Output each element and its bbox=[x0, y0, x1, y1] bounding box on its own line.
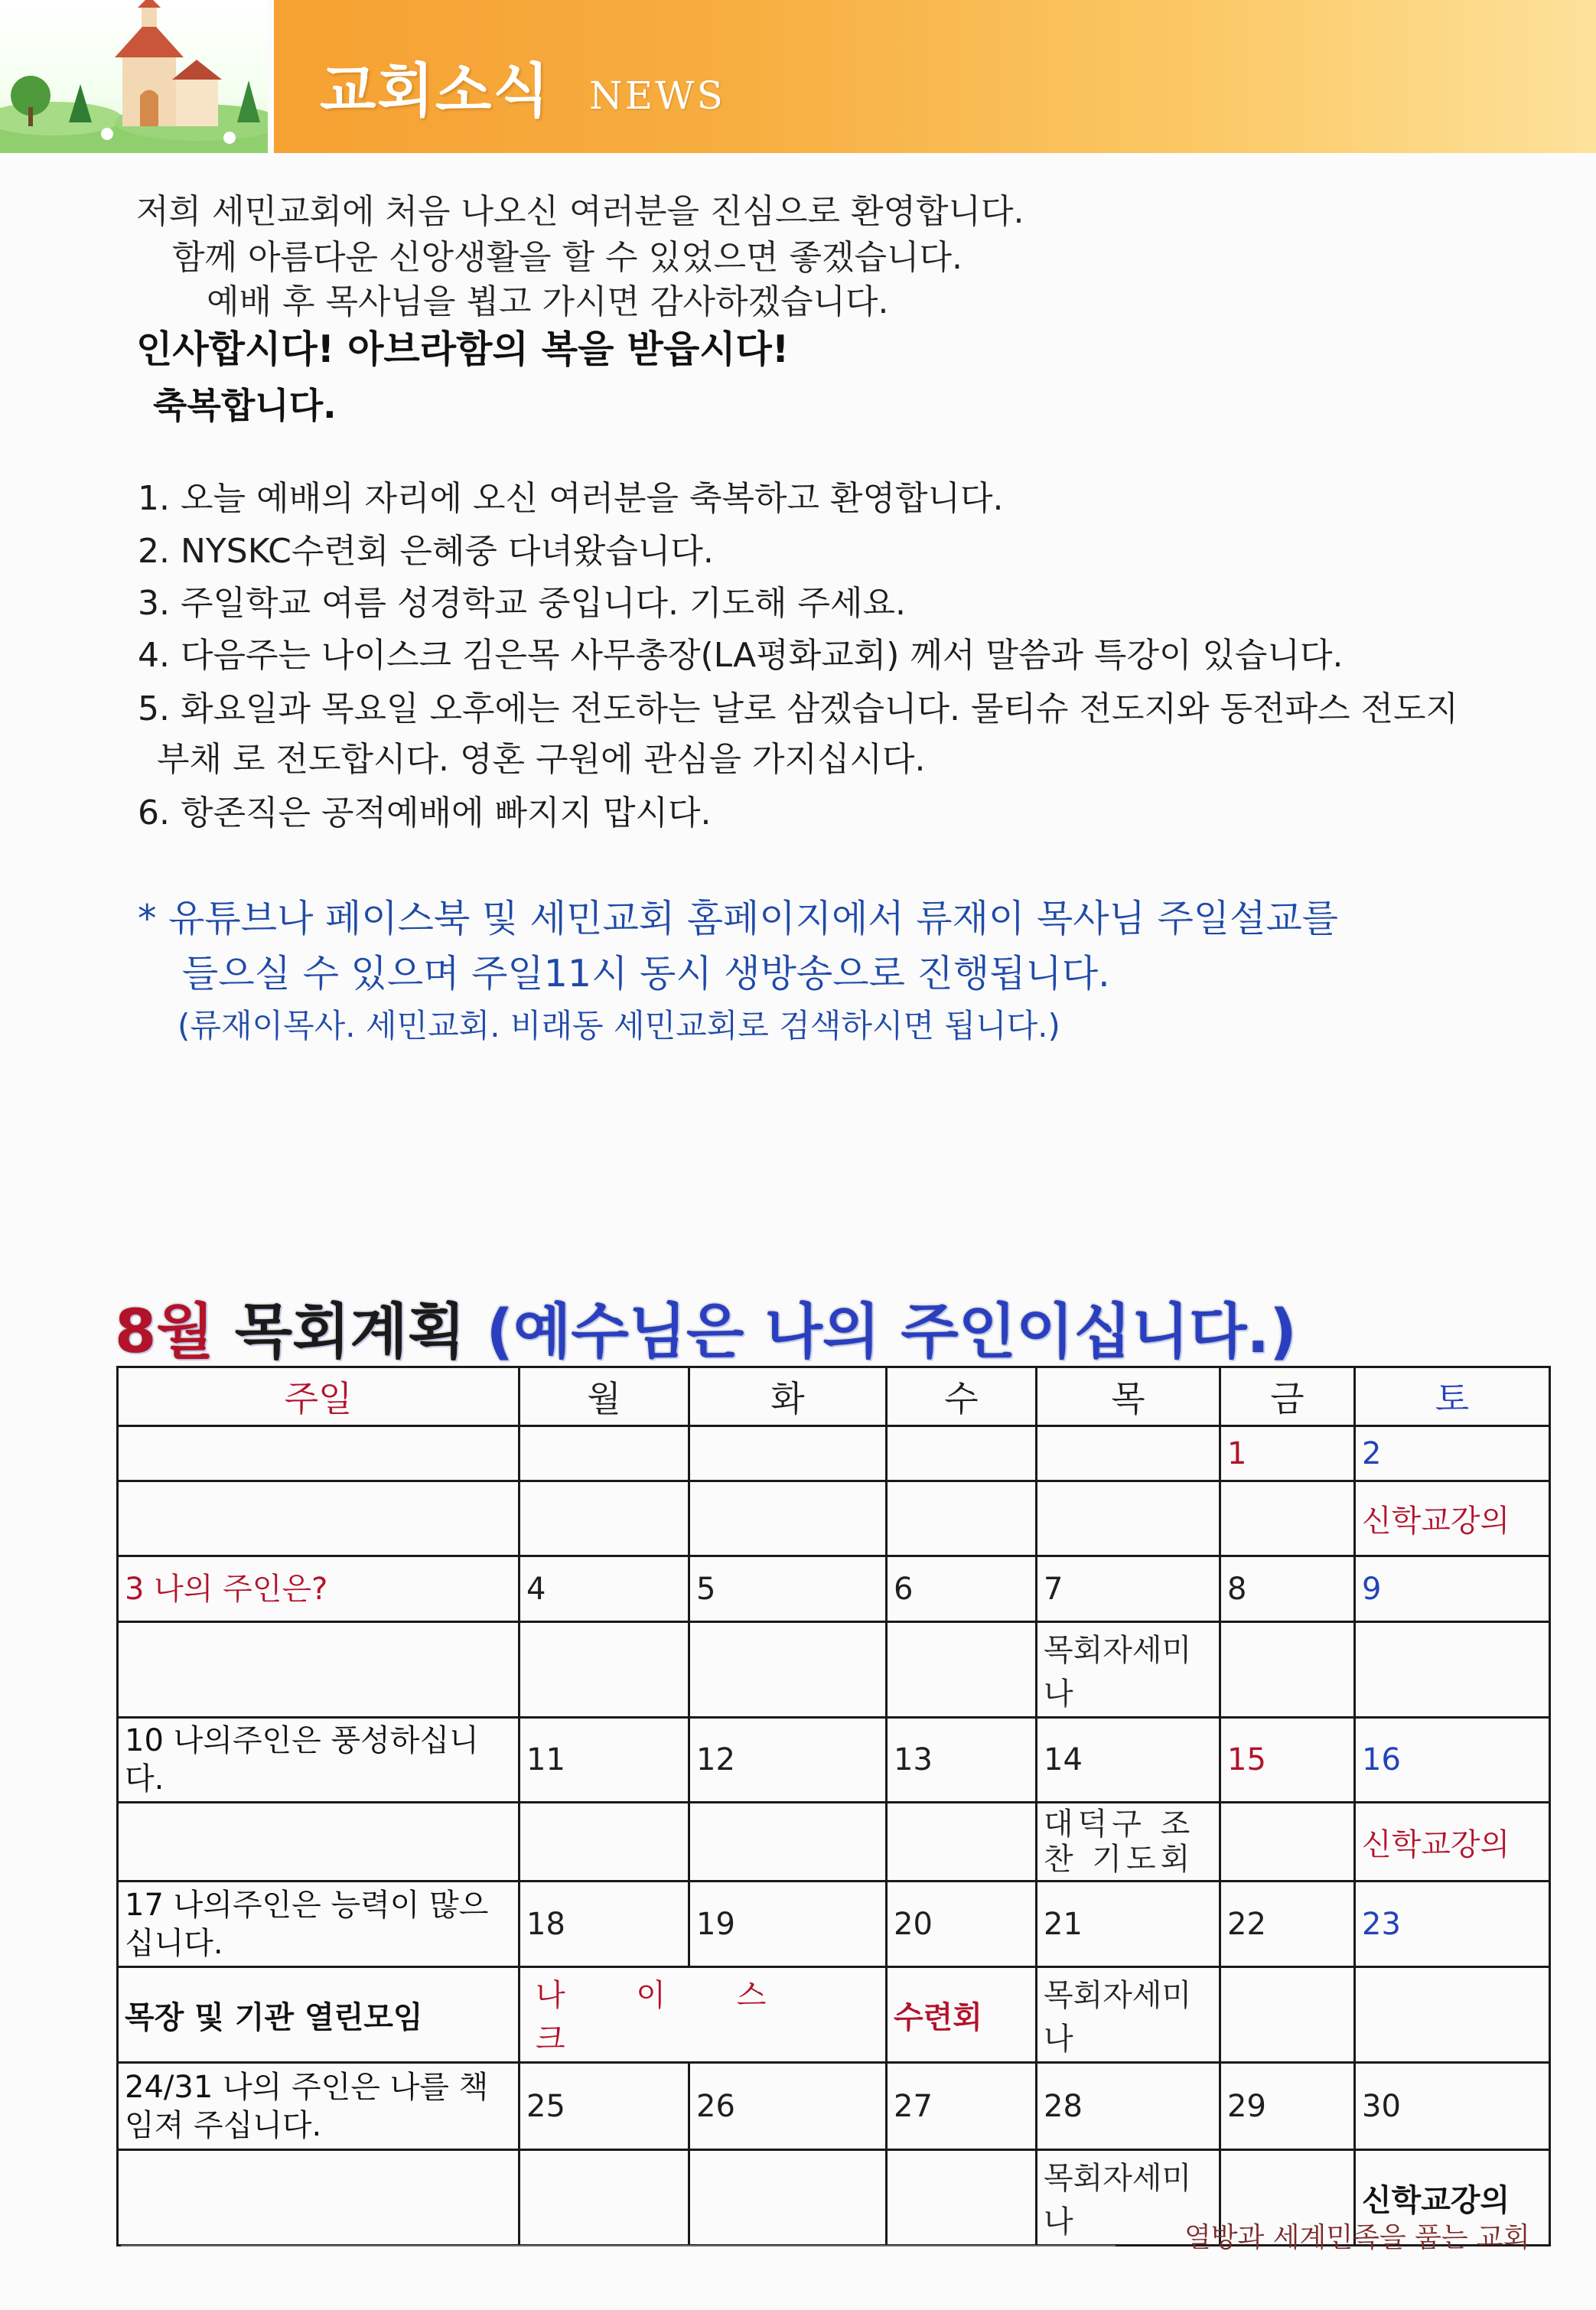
event-cell: 목회자세미나 bbox=[1037, 1967, 1220, 2063]
header-thursday: 목 bbox=[1037, 1367, 1220, 1426]
event-cell bbox=[689, 2150, 887, 2246]
date-cell: 13 bbox=[887, 1718, 1037, 1803]
calendar-title-main: 목회계획 bbox=[234, 1298, 466, 1367]
date-cell: 29 bbox=[1220, 2063, 1355, 2150]
date-cell: 16 bbox=[1355, 1718, 1550, 1803]
date-cell: 20 bbox=[887, 1882, 1037, 1967]
event-cell bbox=[1220, 1622, 1355, 1718]
event-cell: 신학교강의 bbox=[1355, 2150, 1550, 2246]
date-cell: 12 bbox=[689, 1718, 887, 1803]
calendar-date-row bbox=[118, 1556, 1550, 1622]
date-cell: 26 bbox=[689, 2063, 887, 2150]
footer-motto: 열방과 세계민족을 품는 교회 bbox=[1184, 2222, 1530, 2253]
event-cell bbox=[887, 2150, 1037, 2246]
event-cell: 목장 및 기관 열린모임 bbox=[118, 1967, 520, 2063]
header-sunday: 주일 bbox=[118, 1367, 520, 1426]
event-cell: 신학교강의 bbox=[1355, 1803, 1550, 1882]
header-monday: 월 bbox=[520, 1367, 689, 1426]
calendar-date-row bbox=[118, 1718, 1550, 1803]
date-cell: 4 bbox=[520, 1556, 689, 1622]
event-cell bbox=[1220, 1967, 1355, 2063]
calendar-title bbox=[115, 1284, 1297, 1370]
ministry-calendar bbox=[116, 1366, 1551, 2246]
calendar-header-row bbox=[118, 1367, 1550, 1426]
date-cell: 28 bbox=[1037, 2063, 1220, 2150]
calendar-date-row bbox=[118, 1426, 1550, 1481]
event-cell bbox=[520, 1481, 689, 1556]
event-cell bbox=[689, 1803, 887, 1882]
page-header bbox=[0, 0, 1596, 153]
church-illustration bbox=[0, 0, 274, 153]
event-cell bbox=[887, 1803, 1037, 1882]
date-cell: 15 bbox=[1220, 1718, 1355, 1803]
news-title: 교회소식 bbox=[320, 57, 551, 125]
date-cell: 7 bbox=[1037, 1556, 1220, 1622]
sunday-sermon-cell: 10 나의주인은 풍성하십니다. bbox=[118, 1718, 520, 1803]
footer-divider bbox=[121, 2245, 1116, 2246]
date-cell: 27 bbox=[887, 2063, 1037, 2150]
event-cell bbox=[118, 1803, 520, 1882]
event-cell: 목회자세미나 bbox=[1037, 2150, 1220, 2246]
date-cell: 5 bbox=[689, 1556, 887, 1622]
event-cell bbox=[118, 1622, 520, 1718]
header-wednesday: 수 bbox=[887, 1367, 1037, 1426]
announcement-item: 6. 항존직은 공적예배에 빠지지 맙시다. bbox=[138, 793, 712, 832]
header-tuesday: 화 bbox=[689, 1367, 887, 1426]
nyskc-event-cell: 나 이 스 크 bbox=[520, 1967, 887, 2063]
event-cell bbox=[887, 1622, 1037, 1718]
header-friday: 금 bbox=[1220, 1367, 1355, 1426]
date-cell bbox=[520, 1426, 689, 1481]
date-cell: 8 bbox=[1220, 1556, 1355, 1622]
event-cell bbox=[887, 1481, 1037, 1556]
date-cell: 11 bbox=[520, 1718, 689, 1803]
event-cell bbox=[118, 1481, 520, 1556]
date-cell: 21 bbox=[1037, 1882, 1220, 1967]
date-cell: 22 bbox=[1220, 1882, 1355, 1967]
date-cell: 19 bbox=[689, 1882, 887, 1967]
date-cell: 30 bbox=[1355, 2063, 1550, 2150]
calendar-date-row bbox=[118, 1882, 1550, 1967]
calendar-event-row bbox=[118, 1622, 1550, 1718]
event-cell bbox=[1355, 1622, 1550, 1718]
header-saturday: 토 bbox=[1355, 1367, 1550, 1426]
calendar-event-row bbox=[118, 1803, 1550, 1882]
broadcast-search-hint: (류재이목사. 세민교회. 비래동 세민교회로 검색하시면 됩니다.) bbox=[178, 1007, 1060, 1044]
event-cell bbox=[520, 2150, 689, 2246]
event-cell bbox=[1037, 1481, 1220, 1556]
date-cell bbox=[118, 1426, 520, 1481]
announcement-item: 2. NYSKC수련회 은혜중 다녀왔습니다. bbox=[138, 532, 714, 571]
date-cell bbox=[1037, 1426, 1220, 1481]
welcome-line-2: 함께 아름다운 신앙생활을 할 수 있었으면 좋겠습니다. bbox=[172, 238, 962, 277]
sunday-sermon-cell: 24/31 나의 주인은 나를 책임져 주십니다. bbox=[118, 2063, 520, 2150]
event-cell bbox=[1220, 1481, 1355, 1556]
sunday-sermon-cell: 17 나의주인은 능력이 많으십니다. bbox=[118, 1882, 520, 1967]
event-cell: 대덕구 조찬 기도회 bbox=[1037, 1803, 1220, 1882]
news-subtitle: NEWS bbox=[589, 73, 725, 118]
event-cell bbox=[520, 1803, 689, 1882]
date-cell: 9 bbox=[1355, 1556, 1550, 1622]
date-cell: 6 bbox=[887, 1556, 1037, 1622]
date-cell: 18 bbox=[520, 1882, 689, 1967]
welcome-line-1: 저희 세민교회에 처음 나오신 여러분을 진심으로 환영합니다. bbox=[136, 192, 1024, 231]
event-cell bbox=[520, 1622, 689, 1718]
event-cell bbox=[118, 2150, 520, 2246]
sunday-sermon-cell: 3 나의 주인은? bbox=[118, 1556, 520, 1622]
date-cell bbox=[887, 1426, 1037, 1481]
event-cell bbox=[689, 1622, 887, 1718]
announcement-item: 1. 오늘 예배의 자리에 오신 여러분을 축복하고 환영합니다. bbox=[138, 479, 1004, 518]
announcement-item-continued: 부채 로 전도합시다. 영혼 구원에 관심을 가지십시다. bbox=[157, 740, 926, 779]
date-cell: 2 bbox=[1355, 1426, 1550, 1481]
event-cell bbox=[1355, 1967, 1550, 2063]
date-cell: 14 bbox=[1037, 1718, 1220, 1803]
date-cell: 1 bbox=[1220, 1426, 1355, 1481]
calendar-event-row bbox=[118, 1967, 1550, 2063]
event-cell: 수련회 bbox=[887, 1967, 1037, 2063]
event-cell: 신학교강의 bbox=[1355, 1481, 1550, 1556]
greeting-line: 인사합시다! 아브라함의 복을 받읍시다! bbox=[136, 327, 790, 371]
announcement-item: 3. 주일학교 여름 성경학교 중입니다. 기도해 주세요. bbox=[138, 584, 906, 623]
broadcast-notice-line-1: * 유튜브나 페이스북 및 세민교회 홈페이지에서 류재이 목사님 주일설교를 bbox=[138, 897, 1339, 940]
event-cell: 목회자세미나 bbox=[1037, 1622, 1220, 1718]
announcement-item: 4. 다음주는 나이스크 김은목 사무총장(LA평화교회) 께서 말씀과 특강이 있습니다. bbox=[138, 636, 1344, 675]
date-cell: 25 bbox=[520, 2063, 689, 2150]
welcome-line-3: 예배 후 목사님을 뵙고 가시면 감사하겠습니다. bbox=[207, 282, 889, 321]
calendar-title-theme: (예수님은 나의 주인이십니다.) bbox=[486, 1298, 1297, 1367]
blessing-line: 축복합니다. bbox=[153, 385, 337, 426]
date-cell: 23 bbox=[1355, 1882, 1550, 1967]
event-cell bbox=[689, 1481, 887, 1556]
announcement-item: 5. 화요일과 목요일 오후에는 전도하는 날로 삼겠습니다. 물티슈 전도지와 동전파스 전도지 bbox=[138, 689, 1458, 728]
date-cell bbox=[689, 1426, 887, 1481]
calendar-date-row bbox=[118, 2063, 1550, 2150]
calendar-title-month: 8월 bbox=[115, 1298, 214, 1367]
broadcast-notice-line-2: 들으실 수 있으며 주일11시 동시 생방송으로 진행됩니다. bbox=[182, 952, 1110, 995]
event-cell bbox=[1220, 1803, 1355, 1882]
calendar-event-row bbox=[118, 1481, 1550, 1556]
